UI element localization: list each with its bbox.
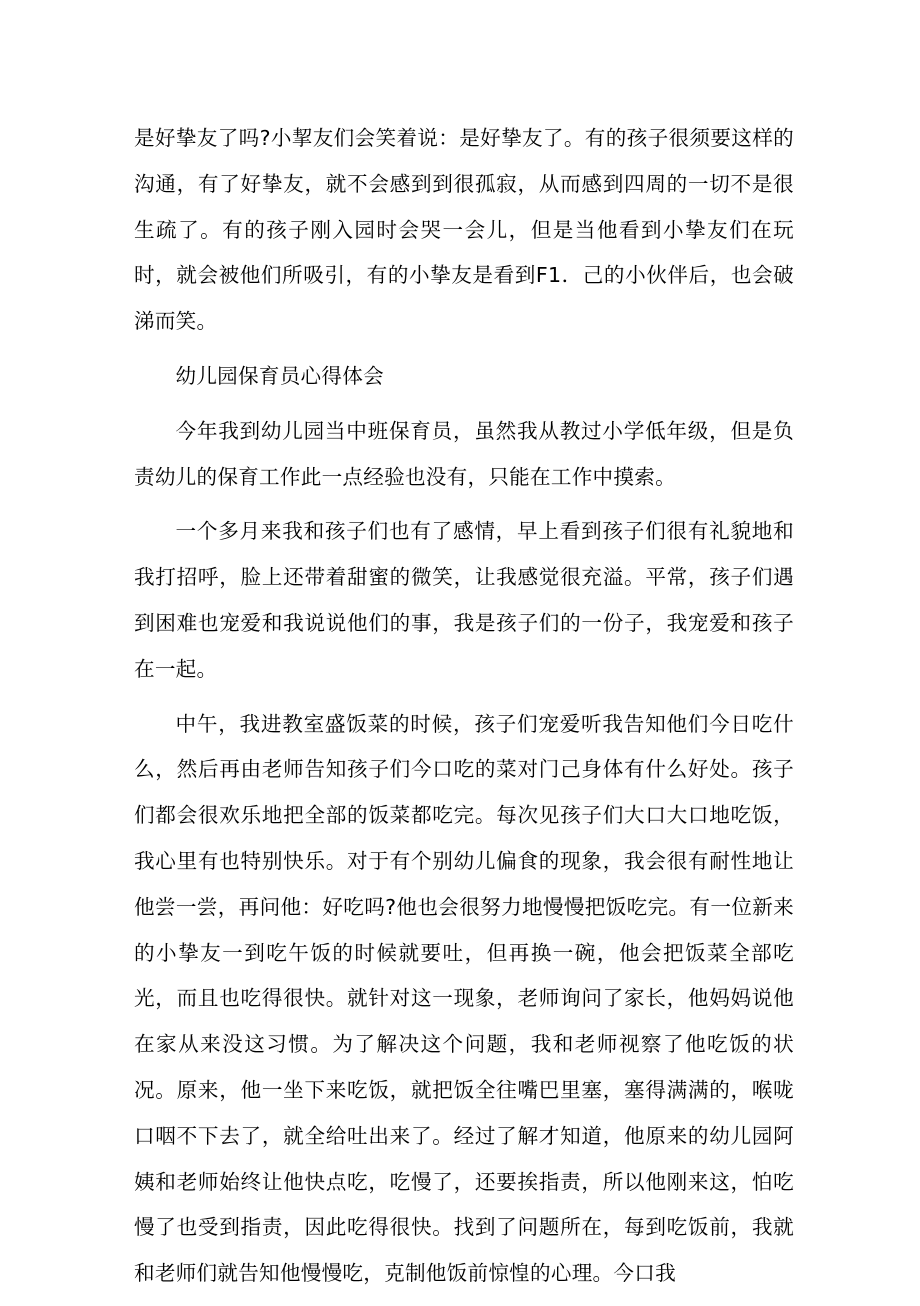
section-heading: 幼儿园保育员心得体会 xyxy=(175,363,384,388)
paragraph-lunch: 中午，我进教室盛饭菜的时候，孩子们宠爱听我告知他们今日吃什么，然后再由老师告知孩子们今口吃的菜对门己身体有什么好处。孩子们都会很欢乐地把全部的饭菜都吃完。每次见孩子们大口大口地吃饭，我心里有也特别快乐。对于有个别幼儿偏食的现象，我会很有耐性地让他尝一尝，再问他：好吃吗?他也会很努力地慢慢把饭吃完。有一位新来的小挚友一到吃午饭的时候就要吐，但再换一碗，他会把饭菜全部吃光，而且也吃得很快。就针对这一现象，老师询问了家长，他妈妈说他在家从来没这习惯。为了解决这个问题，我和老师视察了他吃饭的状况。原来，他一坐下来吃饭，就把饭全往嘴巴里塞，塞得满满的，喉咙口咽不下去了，就全给吐出来了。经过了解才知道，他原来的幼儿园阿姨和老师始终让他快点吃，吃慢了，还要挨指责，所以他刚来这，怕吃慢了也受到指责，因此吃得很快。找到了问题所在，每到吃饭前，我就和老师们就告知他慢慢吃，克制他饭前惊惶的心理。今口我 xyxy=(134,711,794,1286)
paragraph-feelings: 一个多月来我和孩子们也有了感情，早上看到孩子们很有礼貌地和我打招呼，脸上还带着甜蜜的微笑，让我感觉很充溢。平常，孩子们遇到困难也宠爱和我说说他们的事，我是孩子们的一份子，我宠爱和孩子在一起。 xyxy=(134,519,794,681)
paragraph-intro: 今年我到幼儿园当中班保育员，虽然我从教过小学低年级，但是负责幼儿的保育工作此一点经验也没有，只能在工作中摸索。 xyxy=(134,418,794,489)
paragraph-continuation: 是好挚友了吗?小挈友们会笑着说：是好挚友了。有的孩子很须要这样的沟通，有了好挚友，就不会感到到很孤寂，从而感到四周的一切不是很生疏了。有的孩子刚入园时会哭一会儿，但是当他看到小挚友们在玩时，就会被他们所吸引，有的小挚友是看到F1．己的小伙伴后，也会破涕而笑。 xyxy=(134,126,794,334)
document-body xyxy=(134,116,794,1306)
